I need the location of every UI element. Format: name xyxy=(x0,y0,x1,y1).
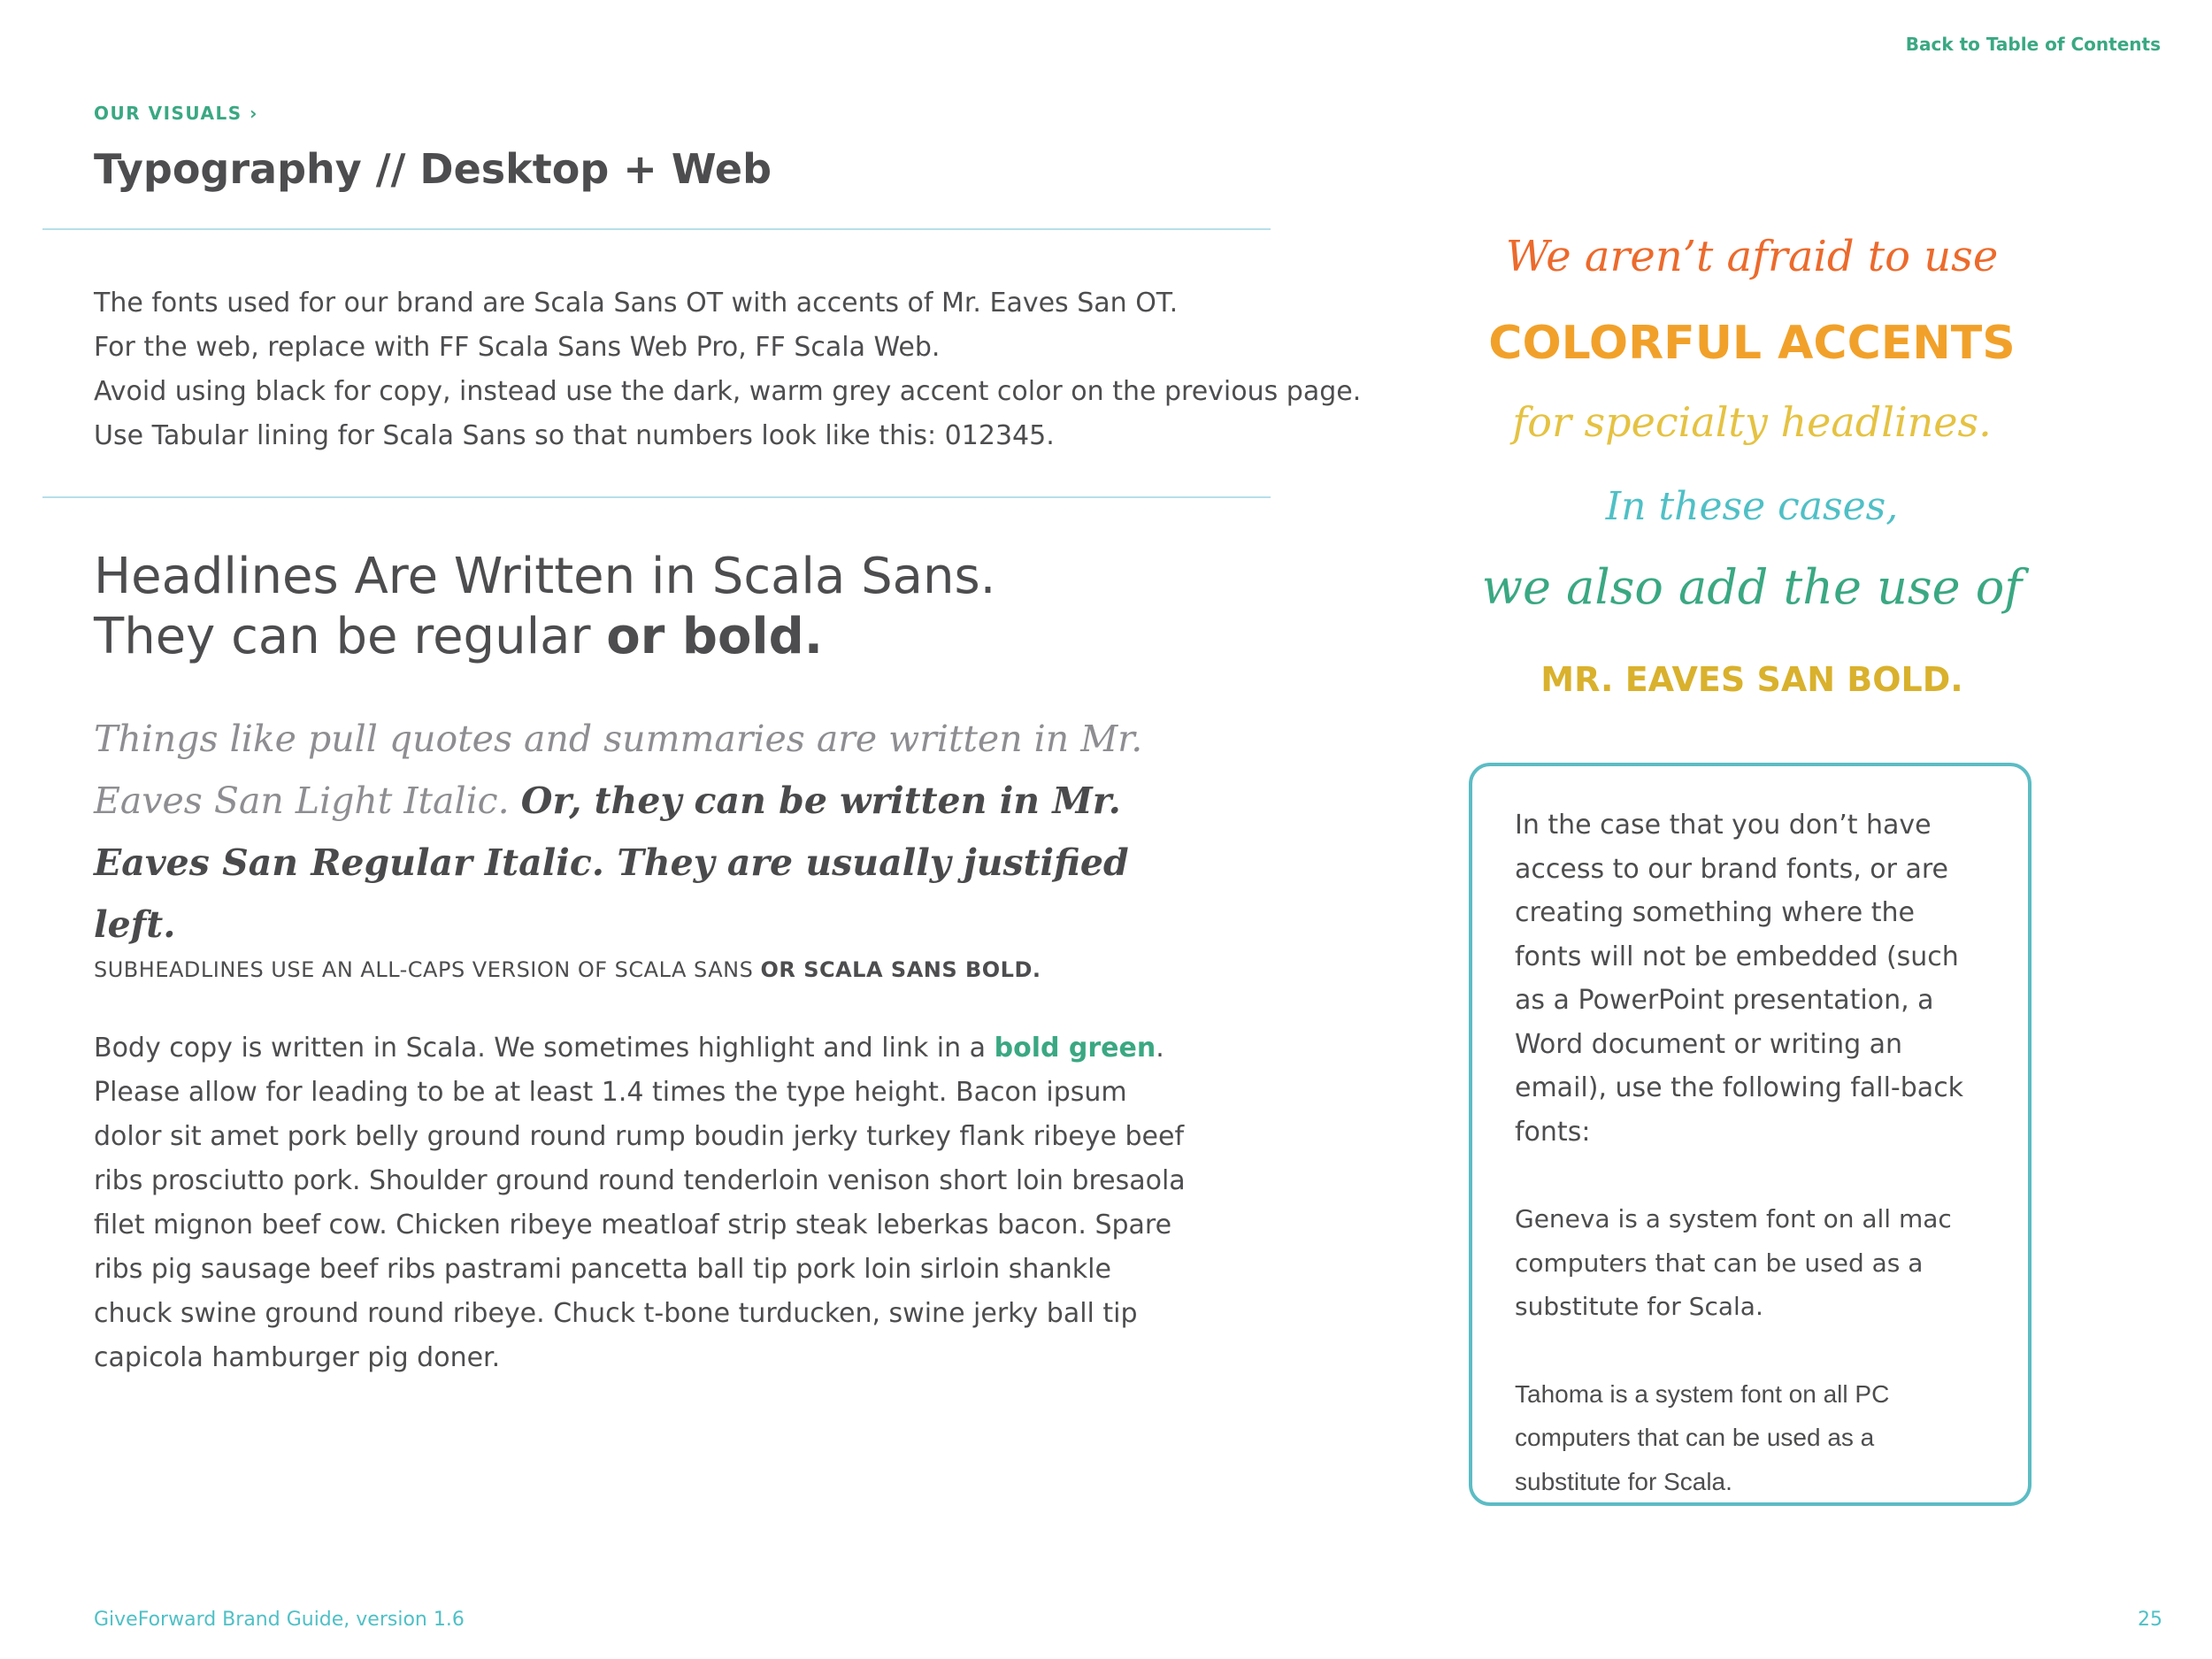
accent-line-5: we also add the use of xyxy=(1481,559,2023,615)
footer-guide-version: GiveForward Brand Guide, version 1.6 xyxy=(94,1609,465,1631)
divider-top xyxy=(42,228,1271,230)
subheadline-sample xyxy=(94,957,1041,982)
intro-line: For the web, replace with FF Scala Sans Web Pro, FF Scala Web. xyxy=(94,332,941,363)
font-intro-list xyxy=(94,281,1362,458)
fallback-intro: In the case that you don’t have access to our brand fonts, or are creating something where the fonts will not be embedded (such as a PowerPoint presentation, a Word document or writing an email), use the following fall-back fonts: xyxy=(1515,810,1964,1148)
pull-quote-sample xyxy=(94,708,1191,956)
section-breadcrumb: OUR VISUALS › xyxy=(94,103,258,124)
fallback-fonts-box xyxy=(1469,763,2032,1506)
back-to-toc-link[interactable]: Back to Table of Contents xyxy=(1905,34,2161,55)
page-title: Typography // Desktop + Web xyxy=(94,145,772,193)
accent-line-1: We aren’t afraid to use xyxy=(1505,232,1999,281)
page-number: 25 xyxy=(2138,1609,2162,1631)
fallback-geneva: Geneva is a system font on all mac computers that can be used as a substitute for Scala. xyxy=(1515,1204,1952,1321)
divider-middle xyxy=(42,496,1271,498)
body-copy-after: . Please allow for leading to be at least 1.4 times the type height. Bacon ipsum dolor sit amet pork belly ground round rump boudin jerky turkey flank ribeye beef ribs prosciutto pork. Shoulder ground round tenderloin venison short loin bresaola filet mignon beef cow. Chicken ribeye meatloaf strip steak leberkas bacon. Spare ribs pig sausage beef ribs pastrami pancetta ball tip pork loin sirloin shankle chuck swine ground round ribeye. Chuck t-bone turducken, swine jerky ball tip capicola hamburger pig doner. xyxy=(94,1033,1186,1373)
bold-green-link[interactable]: bold green xyxy=(994,1033,1156,1064)
accent-line-2: COLORFUL ACCENTS xyxy=(1488,317,2016,370)
accent-line-3: for specialty headlines. xyxy=(1512,398,1992,446)
intro-line: Avoid using black for copy, instead use the dark, warm grey accent color on the previous page. xyxy=(94,376,1362,407)
pull-quote-light: Things like pull quotes and summaries are written in Mr. Eaves San Light Italic. xyxy=(94,718,1143,822)
headline-regular-text: They can be regular xyxy=(94,608,607,665)
subhead-bold: OR SCALA SANS BOLD. xyxy=(760,957,1041,982)
body-copy-before: Body copy is written in Scala. We sometimes highlight and link in a xyxy=(94,1033,995,1064)
pull-quote-regular: Or, they can be written in Mr. Eaves San Regular Italic. They are usually justified left. xyxy=(94,780,1129,946)
headline-bold-text: or bold. xyxy=(606,608,823,665)
body-copy-sample xyxy=(94,1026,1195,1380)
headline-sample xyxy=(94,547,995,667)
headline-line-1: Headlines Are Written in Scala Sans. xyxy=(94,548,996,605)
intro-line: The fonts used for our brand are Scala Sans OT with accents of Mr. Eaves San OT. xyxy=(94,288,1179,319)
accent-line-6: MR. EAVES SAN BOLD. xyxy=(1540,660,1963,699)
headline-line-2 xyxy=(94,607,995,667)
fallback-tahoma: Tahoma is a system font on all PC computers that can be used as a substitute for Scala. xyxy=(1515,1379,1890,1495)
subhead-regular: SUBHEADLINES USE AN ALL-CAPS VERSION OF SCALA SANS xyxy=(94,957,761,982)
accent-line-4: In these cases, xyxy=(1605,484,1899,529)
intro-line: Use Tabular lining for Scala Sans so that numbers look like this: 012345. xyxy=(94,420,1055,451)
